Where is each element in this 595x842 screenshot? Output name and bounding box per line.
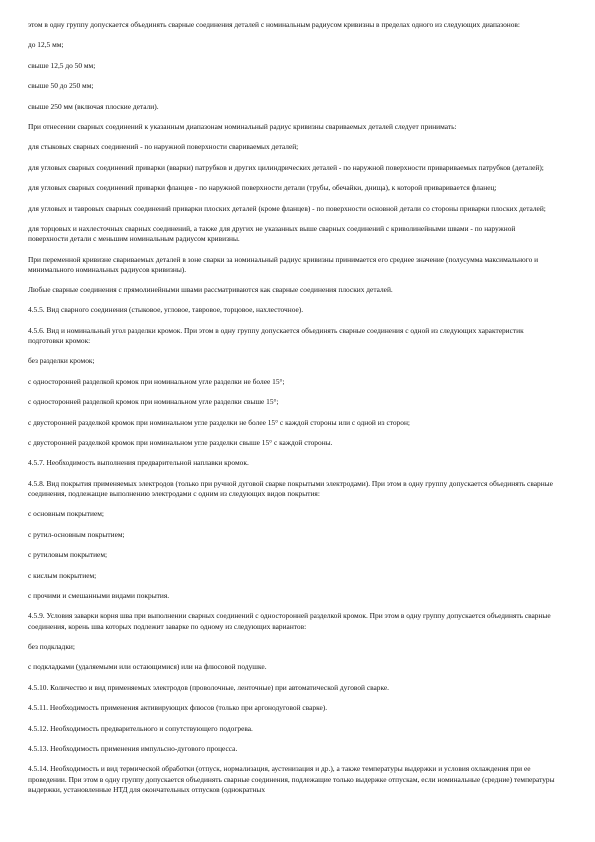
document-paragraph: с односторонней разделкой кромок при номинальном угле разделки не более 15°; xyxy=(28,376,285,386)
document-paragraph: свыше 50 до 250 мм; xyxy=(28,81,94,91)
document-paragraph: с подкладками (удаляемыми или остающимися) или на флюсовой подушке. xyxy=(28,662,267,672)
document-paragraph: свыше 250 мм (включая плоские детали). xyxy=(28,101,159,111)
document-paragraph: свыше 12,5 до 50 мм; xyxy=(28,60,96,70)
document-paragraph: этом в одну группу допускается объединять сварные соединения деталей с номинальным радиусом кривизны в пределах одного из следующих диапазонов: xyxy=(28,20,520,29)
document-body xyxy=(28,20,556,805)
document-paragraph: 4.5.14. Необходимость и вид термической обработки (отпуск, нормализация, аустенизация и др.), а также температуры выдержки и условия охлаждения при ее проведении. При этом в одну группу допускается объединять сварные соединения, подлежащие только выдержке отпускам, если номинальные (средние) температуры выдержки, установленные НТД для окончательных отпусков (однократных xyxy=(28,764,555,794)
document-paragraph: Любые сварные соединения с прямолинейными швами рассматриваются как сварные соединения плоских деталей. xyxy=(28,285,393,295)
document-paragraph: для торцовых и нахлесточных сварных соединений, а также для других не указанных выше сварных соединений с криволинейными швами - по наружной поверхности детали с меньшим номинальным радиусом кривизны. xyxy=(28,223,516,244)
document-paragraph: с рутил-основным покрытием; xyxy=(28,529,125,539)
document-paragraph: 4.5.8. Вид покрытия применяемых электродов (только при ручной дуговой сварке покрытыми электродами). При этом в одну группу допускается объединять сварные соединения, подлежащие выполнению электродами с одним из следующих видов покрытия: xyxy=(28,478,553,499)
document-paragraph: для угловых и тавровых сварных соединений приварки плоских деталей (кроме фланцев) - по поверхности основной детали со стороны приварки плоских деталей; xyxy=(28,203,546,213)
document-paragraph: для угловых сварных соединений приварки (вварки) патрубков и других цилиндрических деталей - по наружной поверхности привариваемых патрубков (деталей); xyxy=(28,162,544,172)
document-paragraph: с прочими и смешанными видами покрытия. xyxy=(28,590,170,600)
document-paragraph: с односторонней разделкой кромок при номинальном угле разделки свыше 15°; xyxy=(28,397,279,407)
document-paragraph: 4.5.9. Условия заварки корня шва при выполнении сварных соединений с односторонней разделкой кромок. При этом в одну группу допускается объединять сварные соединения, корень шва которых подлежит заварке по одному из следующих вариантов: xyxy=(28,611,551,631)
document-paragraph: с основным покрытием; xyxy=(28,509,104,519)
document-paragraph: При отнесении сварных соединений к указанным диапазонам номинальный радиус кривизны свариваемых деталей следует принимать: xyxy=(28,121,457,131)
document-paragraph: без подкладки; xyxy=(28,641,75,651)
document-paragraph: с рутиловым покрытием; xyxy=(28,550,108,560)
document-paragraph: с двусторонней разделкой кромок при номинальном угле разделки свыше 15° с каждой стороны. xyxy=(28,438,333,448)
document-paragraph: 4.5.7. Необходимость выполнения предварительной наплавки кромок. xyxy=(28,458,249,468)
document-paragraph: 4.5.10. Количество и вид применяемых электродов (проволочные, ленточные) при автоматической дуговой сварке. xyxy=(28,682,390,692)
document-paragraph: для стыковых сварных соединений - по наружной поверхности свариваемых деталей; xyxy=(28,142,299,152)
document-paragraph: 4.5.6. Вид и номинальный угол разделки кромок. При этом в одну группу допускается объединять сварные соединения с одной из следующих характеристик подготовки кромок: xyxy=(28,325,524,346)
document-paragraph: с двусторонней разделкой кромок при номинальном угле разделки не более 15° с каждой стороны или с одной из сторон; xyxy=(28,417,410,427)
document-paragraph: с кислым покрытием; xyxy=(28,570,97,580)
document-paragraph: без разделки кромок; xyxy=(28,356,95,366)
document-paragraph: 4.5.5. Вид сварного соединения (стыковое, угловое, тавровое, торцовое, нахлесточное). xyxy=(28,305,304,315)
document-paragraph: 4.5.12. Необходимость предварительного и сопутствующего подогрева. xyxy=(28,723,253,733)
document-paragraph: до 12,5 мм; xyxy=(28,40,64,50)
document-paragraph: 4.5.13. Необходимость применения импульсно-дугового процесса. xyxy=(28,743,238,753)
document-paragraph: 4.5.11. Необходимость применения активирующих флюсов (только при аргонодуговой сварке). xyxy=(28,703,328,713)
document-paragraph: При переменной кривизне свариваемых деталей в зоне сварки за номинальный радиус кривизны принимается его среднее значение (полусумма максимального и минимального номинальных радиусов кривизны). xyxy=(28,254,539,274)
document-paragraph: для угловых сварных соединений приварки фланцев - по наружной поверхности детали (трубы, обечайки, днища), к которой приваривается фланец; xyxy=(28,183,497,193)
